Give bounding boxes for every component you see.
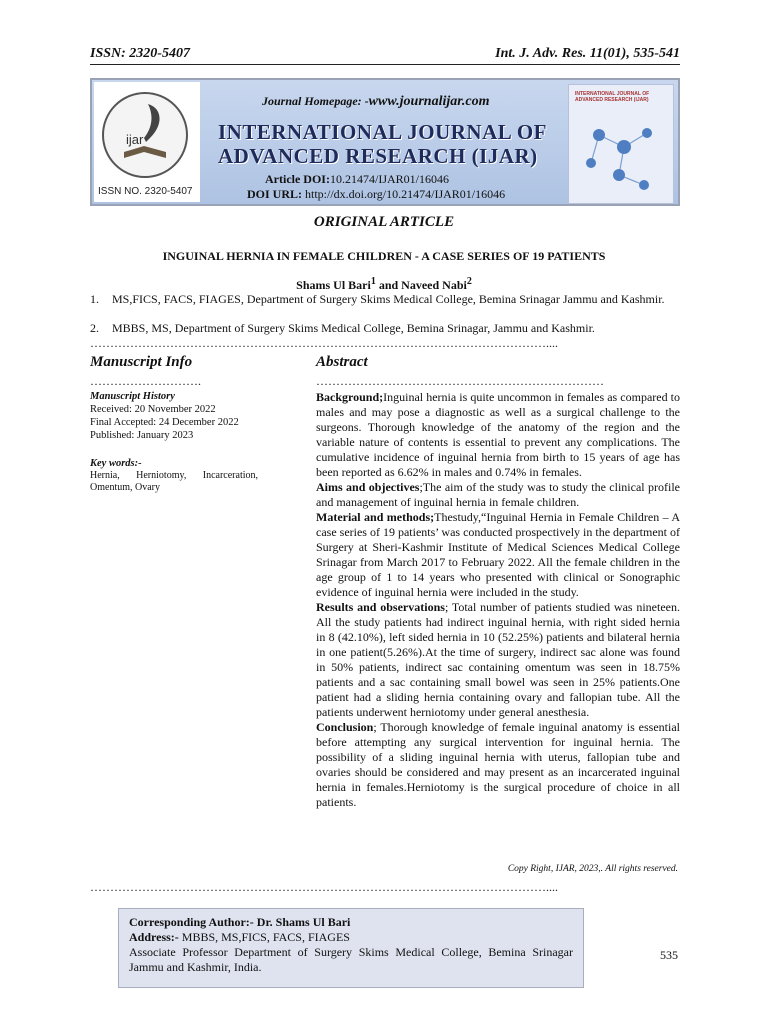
author-and-2: and Naveed Nabi (375, 278, 467, 292)
header-rule (90, 64, 680, 65)
keywords-label: Key words:- (90, 458, 142, 469)
affiliation-text: MS,FICS, FACS, FIAGES, Department of Surgery Skims Medical College, Bemina Srinagar Jammu and Kashmir. (112, 292, 665, 306)
quill-book-icon (104, 94, 186, 176)
homepage-label: Journal Homepage: - (262, 94, 369, 108)
author-line (0, 276, 768, 293)
doi-value: 10.21474/IJAR01/16046 (329, 172, 449, 186)
aims-label: Aims and objectives (316, 480, 420, 494)
aims-text: ;The aim of the study was to study the clinical profile and management of inguinal hernia in female children. (316, 480, 680, 509)
background-text: Inguinal hernia is quite uncommon in females as compared to males and may pose a diagnostic as well as a surgical challenge to the surgeons. Thorough knowledge of the anatomy of the region and the variable nature of contents is essential to prevent any complications. The cumulative incidence of inguinal hernia from birth to 15 years of age has been reported as 6.62% in males and 0.74% in females. (316, 390, 680, 479)
doi-url-link[interactable]: http://dx.doi.org/10.21474/IJAR01/16046 (305, 187, 506, 201)
doi-info (247, 172, 505, 202)
results-text: ; Total number of patients studied was nineteen. All the study patients had indirect inguinal hernia, with right sided hernia in 8 (42.10%), left sided hernia in 10 (52.25%) patients and bilateral hernia in one patient(5.26%).At the time of surgery, indirect sac alone was found in 50% patients, indirect sac containing omentum was seen in 18.75% patients and a sac containing small bowel was seen in 25% patients.One patient had a sliding hernia containing ovary and fallopian tube. All the patients underwent herniotomy under general anesthesia. (316, 600, 680, 719)
manuscript-history (90, 390, 260, 442)
abstract-body (316, 390, 680, 810)
logo-text: ijar (126, 132, 144, 147)
methods-text: Thestudy,“Inguinal Hernia in Female Children – A case series of 19 patients’ was conducted prospectively in the department of Surgery at Sheri-Kashmir Institute of Medical Sciences Medical College Srinagar from March 2017 to February 2022. All the female children in the age group of 1 to 14 years who presented with clinical or Sonographic evidence of inguinal hernia were included in the study. (316, 510, 681, 599)
logo-circle (102, 92, 188, 178)
dotted-divider-top: …………………………………………………………………………………………………….... (90, 336, 558, 350)
journal-cover-thumbnail (568, 84, 674, 204)
abstract-methods (316, 510, 680, 600)
logo-issn: ISSN NO. 2320-5407 (98, 186, 193, 197)
homepage-link[interactable]: www.journalijar.com (368, 94, 490, 109)
cover-title: INTERNATIONAL JOURNAL OF ADVANCED RESEARCH (IJAR) (575, 91, 650, 103)
conclusion-label: Conclusion (316, 720, 374, 734)
abstract-conclusion (316, 720, 680, 810)
copyright-notice: Copy Right, IJAR, 2023,. All rights reserved. (507, 864, 678, 874)
address-line-2: Associate Professor Department of Surgery Skims Medical College, Bemina Srinagar Jammu and Kashmir, India. (129, 945, 573, 974)
author-1: Shams Ul Bari (296, 278, 371, 292)
issn-header: ISSN: 2320-5407 (90, 46, 190, 61)
abstract-heading: Abstract (316, 354, 368, 370)
citation-header: Int. J. Adv. Res. 11(01), 535-541 (495, 46, 680, 61)
conclusion-text: ; Thorough knowledge of female inguinal anatomy is essential before attempting any surgical intervention for inguinal hernia. The possibility of a sliding inguinal hernia with uterus, fallopian tube and ovaries should be considered and may present as an incarcerated inguinal hernia in females.Herniotomy is the surgical procedure of choice in all patients. (316, 720, 680, 809)
background-label: Background; (316, 390, 384, 404)
journal-banner (90, 78, 680, 206)
abstract-dots: ……………………………………………………………… (316, 374, 604, 388)
address-degrees: MBBS, MS,FICS, FACS, FIAGES (178, 930, 350, 944)
accepted-date: Final Accepted: 24 December 2022 (90, 417, 239, 428)
author-2-sup: 2 (466, 276, 472, 287)
journal-title (218, 120, 547, 168)
abstract-background (316, 390, 680, 480)
address-line-1 (129, 930, 573, 945)
affiliation-text: MBBS, MS, Department of Surgery Skims Medical College, Bemina Srinagar, Jammu and Kashmir. (112, 321, 595, 335)
keywords-list: Hernia, Herniotomy, Incarceration, Omentum, Ovary (90, 470, 258, 493)
received-date: Received: 20 November 2022 (90, 404, 216, 415)
corresponding-author-box (118, 908, 584, 988)
abstract-aims (316, 480, 680, 510)
page-number: 535 (660, 948, 678, 962)
abstract-results (316, 600, 680, 720)
manuscript-info-dots: ………………………. (90, 374, 201, 388)
manuscript-history-label: Manuscript History (90, 391, 175, 402)
manuscript-info-heading: Manuscript Info (90, 354, 193, 370)
journal-logo (94, 82, 200, 202)
affiliation-number: 1. (90, 292, 99, 306)
paper-title: INGUINAL HERNIA IN FEMALE CHILDREN - A CASE SERIES OF 19 PATIENTS (162, 249, 606, 263)
corresponding-author: Corresponding Author:- Dr. Shams Ul Bari (129, 915, 351, 929)
affiliation-1 (90, 292, 680, 307)
published-date: Published: January 2023 (90, 430, 194, 441)
journal-title-line2: ADVANCED RESEARCH (IJAR) (218, 144, 538, 168)
doi-url-label: DOI URL: (247, 187, 303, 201)
affiliation-2 (90, 321, 680, 336)
results-label: Results and observations (316, 600, 445, 614)
affiliation-number: 2. (90, 321, 99, 335)
doi-label: Article DOI: (265, 172, 330, 186)
article-type: ORIGINAL ARTICLE (313, 214, 455, 230)
molecule-icon (569, 85, 673, 203)
journal-title-line1: INTERNATIONAL JOURNAL OF (218, 120, 547, 144)
methods-label: Material and methods; (316, 510, 435, 524)
dotted-divider-bottom: …………………………………………………………………………………………………….... (90, 880, 558, 894)
address-label: Address:- (129, 930, 179, 944)
journal-homepage (262, 94, 490, 110)
author-1-sup: 1 (370, 276, 376, 287)
